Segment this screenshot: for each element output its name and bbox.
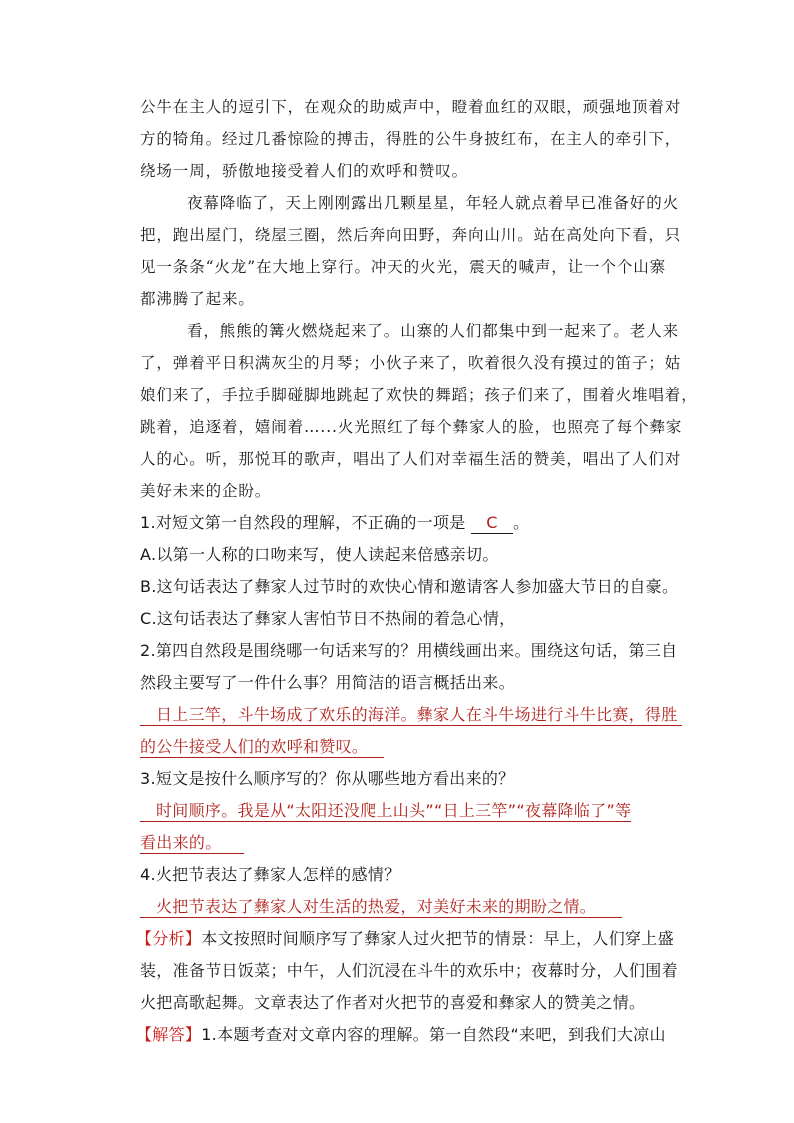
analysis-line: 【分析】本文按照时间顺序写了彝家人过火把节的情景：早上，人们穿上盛 bbox=[136, 929, 674, 948]
passage-line: 看，熊熊的篝火燃烧起来了。山寨的人们都集中到一起来了。老人来 bbox=[187, 322, 680, 340]
solution-tag: 【解答】 bbox=[136, 1025, 202, 1044]
passage-line: 都沸腾了起来。 bbox=[140, 290, 255, 308]
option-c: C.这句话表达了彝家人害怕节日不热闹的着急心情， bbox=[140, 609, 516, 628]
question-1-end: 。 bbox=[512, 513, 530, 532]
passage-line: 夜幕降临了，天上刚刚露出几颗星星，年轻人就点着早已准备好的火 bbox=[187, 194, 680, 212]
passage-line: 把，跑出屋门，绕屋三圈，然后奔向田野，奔向山川。站在高处向下看，只 bbox=[140, 226, 682, 244]
passage-line: 方的犄角。经过几番惊险的搏击，得胜的公牛身披红布，在主人的牵引下， bbox=[140, 130, 682, 148]
question-1-stem: 1.对短文第一自然段的理解，不正确的一项是 bbox=[140, 513, 466, 532]
analysis-tag: 【分析】 bbox=[136, 929, 202, 948]
question-2-answer: 日上三竿，斗牛场成了欢乐的海洋。彝家人在斗牛场进行斗牛比赛，得胜 bbox=[140, 705, 682, 725]
question-3-answer: 时间顺序。我是从“太阳还没爬上山头”“日上三竿”“夜幕降临了”等 bbox=[140, 801, 631, 821]
question-3-answer: 看出来的。 bbox=[140, 833, 244, 853]
question-4-stem: 4.火把节表达了彝家人怎样的感情？ bbox=[140, 865, 401, 884]
passage-line: 美好未来的企盼。 bbox=[140, 482, 272, 500]
solution-line: 【解答】1.本题考查对文章内容的理解。第一自然段“来吧，到我们大凉山 bbox=[136, 1025, 666, 1044]
question-1 bbox=[140, 513, 680, 534]
question-1-answer: C bbox=[471, 513, 513, 534]
passage-line: 娘们来了，手拉手脚碰脚地跳起了欢快的舞蹈；孩子们来了，围着火堆唱着， bbox=[140, 386, 698, 404]
question-2-stem: 2.第四自然段是围绕哪一句话来写的？用横线画出来。围绕这句话，第三自 bbox=[140, 641, 678, 660]
option-a: A.以第一人称的口吻来写，使人读起来倍感亲切。 bbox=[140, 545, 499, 564]
passage-line: 人的心。听，那悦耳的歌声，唱出了人们对幸福生活的赞美，唱出了人们对 bbox=[140, 450, 682, 468]
passage-line: 见一条条“火龙”在大地上穿行。冲天的火光，震天的喊声，让一个个山寨 bbox=[140, 258, 667, 276]
passage-line: 跳着，追逐着，嬉闹着…...火光照红了每个彝家人的脸，也照亮了每个彝家 bbox=[140, 418, 683, 436]
analysis-line: 装，准备节日饭菜；中午，人们沉浸在斗牛的欢乐中；夜幕时分，人们围着 bbox=[140, 961, 678, 980]
passage-line: 公牛在主人的逗引下，在观众的助威声中，瞪着血红的双眼，顽强地顶着对 bbox=[140, 98, 682, 116]
passage-line: 了，弹着平日积满灰尘的月琴；小伙子来了，吹着很久没有摸过的笛子；姑 bbox=[140, 354, 682, 372]
analysis-line: 火把高歌起舞。文章表达了作者对火把节的喜爱和彝家人的赞美之情。 bbox=[140, 993, 646, 1012]
question-2-answer: 的公牛接受人们的欢呼和赞叹。 bbox=[140, 737, 384, 757]
question-2-stem: 然段主要写了一件什么事？用简洁的语言概括出来。 bbox=[140, 673, 515, 692]
option-b: B.这句话表达了彝家人过节时的欢快心情和邀请客人参加盛大节日的自豪。 bbox=[140, 577, 679, 596]
question-3-stem: 3.短文是按什么顺序写的？你从哪些地方看出来的？ bbox=[140, 769, 515, 788]
passage-line: 绕场一周，骄傲地接受着人们的欢呼和赞叹。 bbox=[140, 162, 469, 180]
question-4-answer: 火把节表达了彝家人对生活的热爱，对美好未来的期盼之情。 bbox=[140, 897, 622, 917]
